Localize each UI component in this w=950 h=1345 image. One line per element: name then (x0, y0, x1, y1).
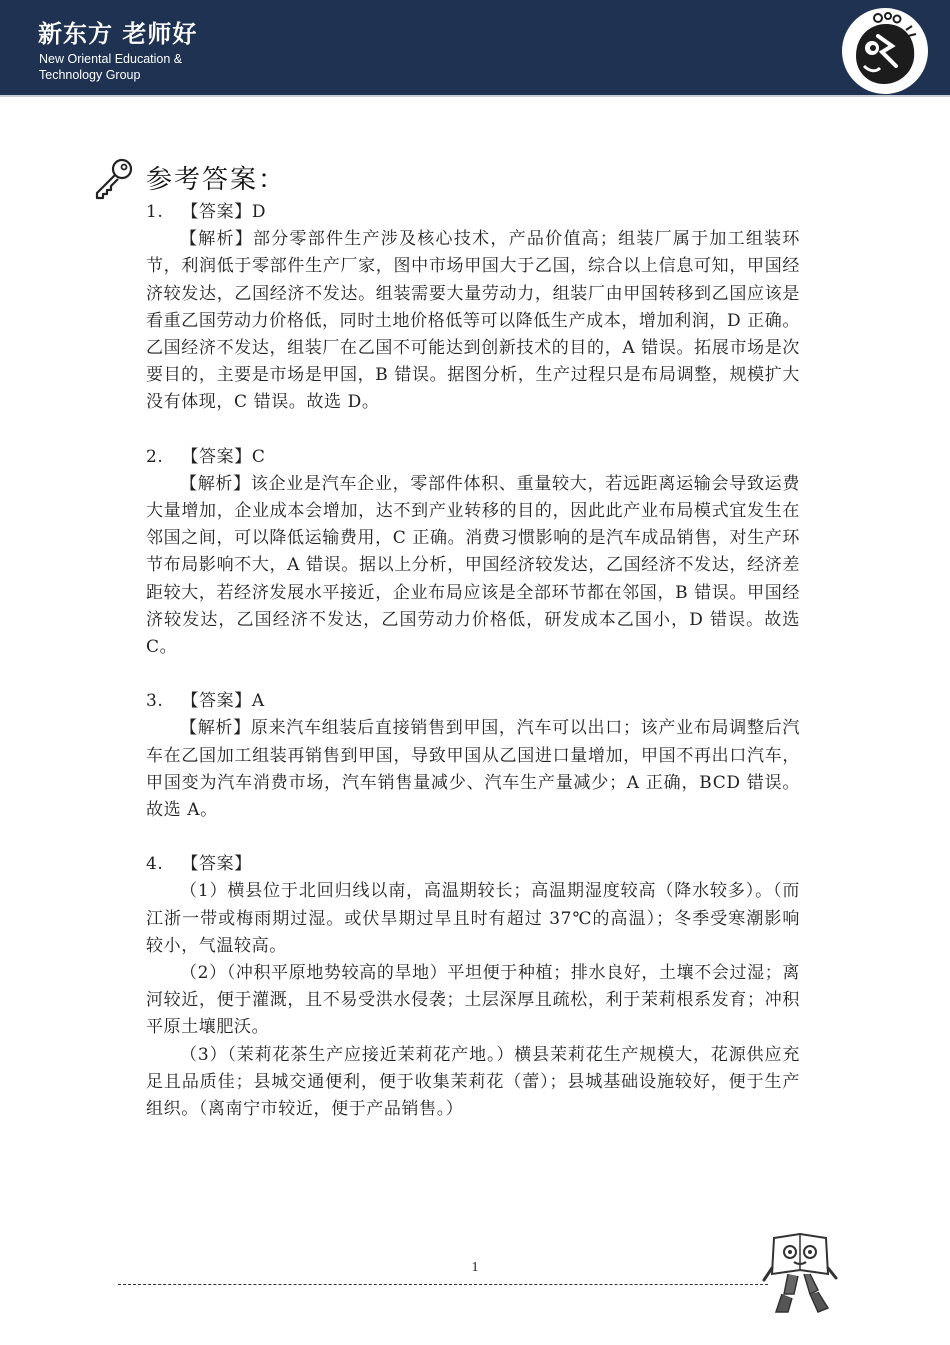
answer-explanation: 【解析】部分零部件生产涉及核心技术，产品价值高；组装厂属于加工组装环节，利润低于零部件生产厂家，图中市场甲国大于乙国，综合以上信息可知，甲国经济较发达，乙国经济不发达。组装需要大量劳动力，组装厂由甲国转移到乙国应该是看重乙国劳动力价格低，同时土地价格低等可以降低生产成本，增加利润，D 正确。乙国经济不发达，组装厂在乙国不可能达到创新技术的目的，A 错误。拓展市场是次要目的，主要是市场是甲国，B 错误。据图分析，生产过程只是布局调整，规模扩大没有体现，C 错误。故选 D。 (146, 229, 800, 413)
reading-mascot-icon (760, 1228, 840, 1318)
page-number: 1 (471, 1260, 479, 1275)
answer-block (146, 851, 800, 1123)
answers-title: 参考答案： (146, 165, 287, 195)
answer-explanation: 【解析】该企业是汽车企业，零部件体积、重量较大，若远距离运输会导致运费大量增加，企业成本会增加，达不到产业转移的目的，因此此产业布局模式宜发生在邻国之间，可以降低运输费用，C 正确。消费习惯影响的是汽车成品销售，对生产环节布局影响不大，A 错误。据以上分析，甲国经济较发达，乙国经济不发达，经济差距较大，若经济发展水平接近，企业布局应该是全部环节都在邻国，B 错误。甲国经济较发达，乙国经济不发达，乙国劳动力价格低，研发成本乙国小，D 错误。故选 C。 (146, 473, 800, 658)
answer-part-2: （2）（冲积平原地势较高的旱地）平坦便于种植；排水良好，土壤不会过湿；离河较近，便于灌溉，且不易受洪水侵袭；土层深厚且疏松，利于茉莉根系发育；冲积平原土壤肥沃。 (146, 963, 800, 1038)
answer-block (146, 688, 800, 824)
answer-heading: 4. 【答案】 (146, 854, 252, 875)
answers-content (146, 199, 800, 1123)
mascot-logo (842, 8, 928, 94)
brand-name-cn: 新东方 老师好 (38, 20, 198, 48)
reading-mascot (760, 1228, 840, 1322)
answer-block (146, 199, 800, 417)
answer-part-3: （3）（茉莉花茶生产应接近茉莉花产地。）横县茉莉花生产规模大，花源供应充足且品质佳；县城交通便利，便于收集茉莉花（蕾）；县城基础设施较好，便于生产组织。（离南宁市较近，便于产品销售。） (146, 1044, 800, 1120)
key-icon (92, 155, 138, 201)
answer-heading: 2. 【答案】C (146, 446, 266, 467)
brand-name-en: New Oriental Education & Technology Group (39, 52, 183, 82)
answer-explanation: 【解析】原来汽车组装后直接销售到甲国，汽车可以出口；该产业布局调整后汽车在乙国加工组装再销售到甲国，导致甲国从乙国进口量增加，甲国不再出口汽车，甲国变为汽车消费市场，汽车销售量减少、汽车生产量减少；A 正确，BCD 错误。故选 A。 (146, 718, 800, 821)
answer-block (146, 444, 800, 662)
answers-title-row (92, 155, 492, 200)
mascot-logo-icon (842, 8, 928, 94)
answer-heading: 3. 【答案】A (146, 691, 265, 712)
answer-heading: 1. 【答案】D (146, 202, 267, 222)
footer-divider (118, 1284, 768, 1285)
page-header (0, 0, 950, 97)
answer-part-1: （1）横县位于北回归线以南，高温期较长；高温期湿度较高（降水较多）。（而江浙一带或梅雨期过湿。或伏旱期过旱且时有超过 37℃的高温）；冬季受寒潮影响较小，气温较高。 (146, 881, 800, 956)
